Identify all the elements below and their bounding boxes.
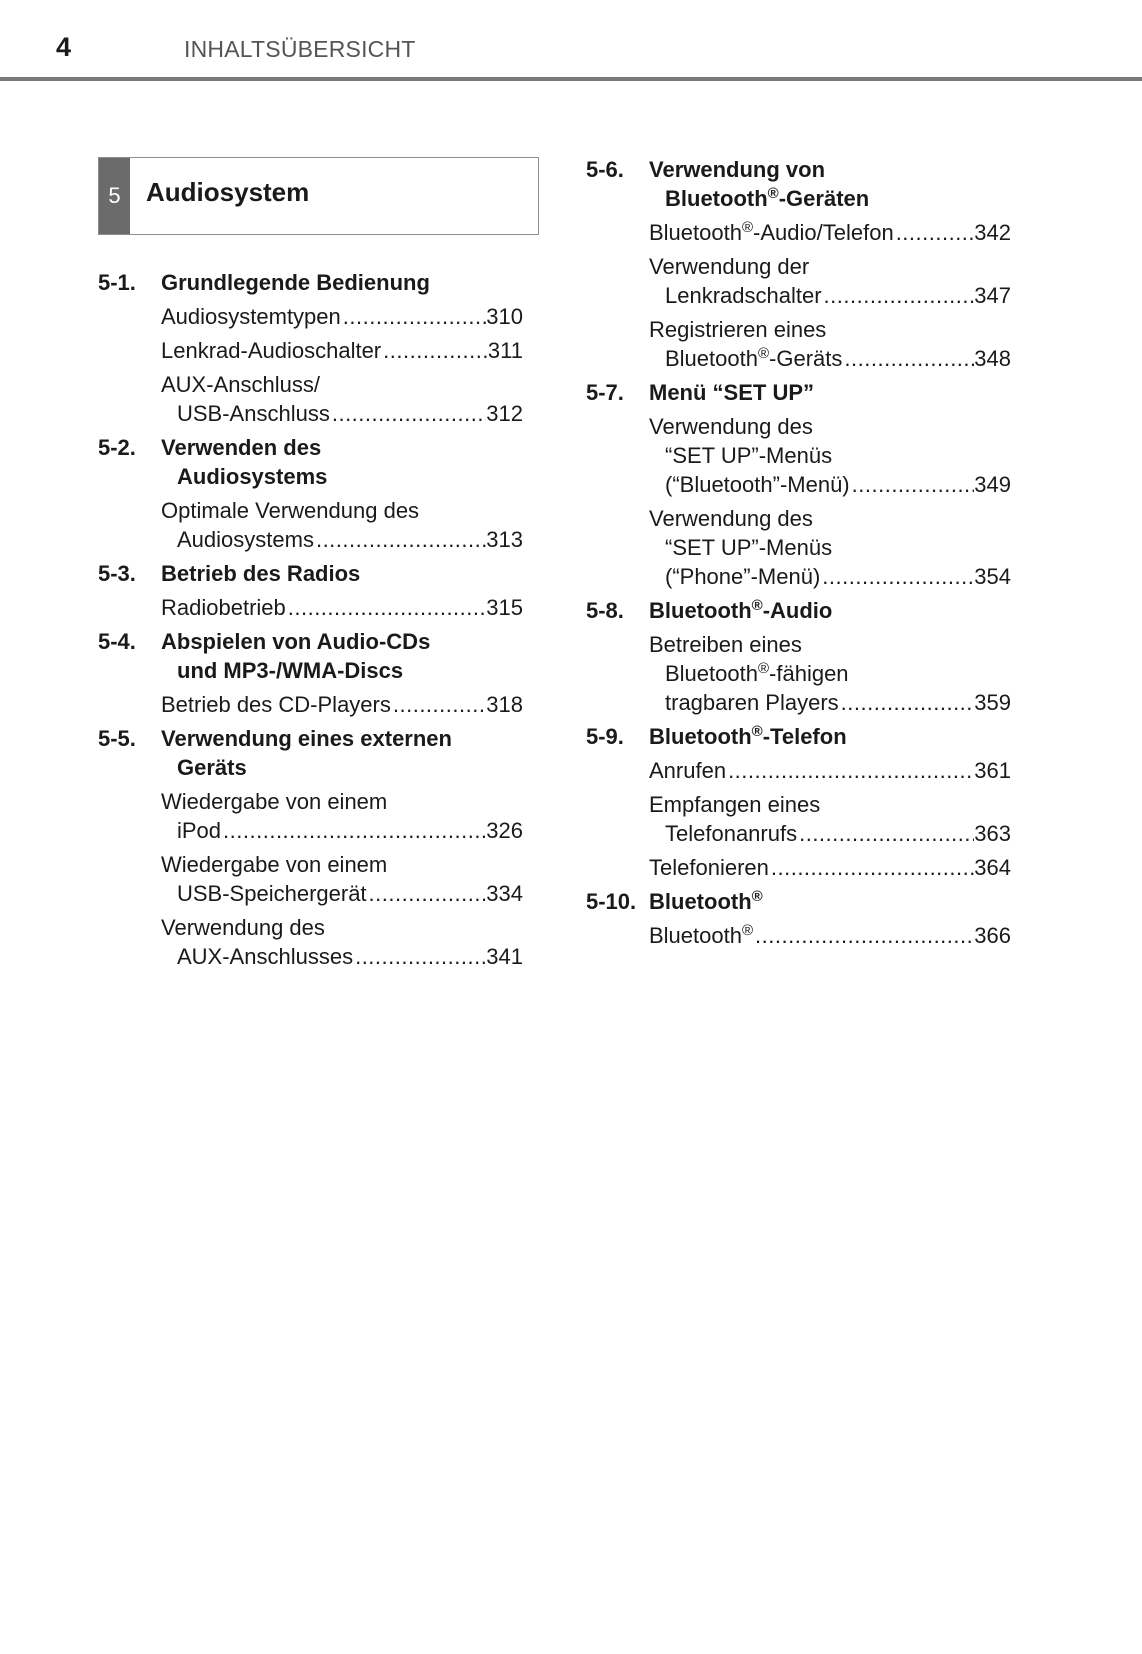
entry-title-part: Bluetooth bbox=[665, 346, 758, 371]
toc-entry[interactable] bbox=[98, 336, 523, 365]
toc-entry[interactable] bbox=[98, 593, 523, 622]
chapter-title: Audiosystem bbox=[146, 177, 310, 207]
entry-title-line: Registrieren eines bbox=[649, 317, 827, 342]
dot-leader bbox=[314, 525, 486, 554]
section-number: 5-6. bbox=[586, 157, 624, 182]
toc-section[interactable] bbox=[586, 596, 1011, 625]
toc-entry[interactable] bbox=[98, 496, 523, 554]
entry-page: 315 bbox=[486, 595, 523, 620]
entry-page: 334 bbox=[486, 881, 523, 906]
entry-title-part: -Audio/Telefon bbox=[753, 220, 894, 245]
toc-entry[interactable] bbox=[586, 756, 1011, 785]
section-title: Menü “SET UP” bbox=[649, 380, 815, 405]
registered-mark: ® bbox=[741, 922, 754, 939]
section-title bbox=[649, 724, 847, 749]
toc-section[interactable] bbox=[586, 722, 1011, 751]
entry-page: 348 bbox=[974, 346, 1011, 371]
page-number: 4 bbox=[56, 32, 72, 62]
toc-section[interactable] bbox=[586, 155, 1011, 213]
entry-title-line: Wiedergabe von einem bbox=[161, 852, 388, 877]
dot-leader bbox=[797, 819, 974, 848]
dot-leader bbox=[839, 688, 975, 717]
entry-title: (“Bluetooth”-Menü) bbox=[665, 472, 850, 497]
section-title-part: Bluetooth bbox=[649, 598, 752, 623]
entry-page: 349 bbox=[974, 472, 1011, 497]
entry-page: 341 bbox=[486, 944, 523, 969]
toc-section[interactable] bbox=[586, 378, 1011, 407]
toc-section[interactable] bbox=[98, 268, 523, 297]
page-header bbox=[0, 0, 1142, 82]
section-number: 5-9. bbox=[586, 724, 624, 749]
section-title-line2 bbox=[649, 184, 1011, 213]
section-title: Verwenden des bbox=[161, 435, 322, 460]
toc-section[interactable] bbox=[98, 724, 523, 782]
registered-mark: ® bbox=[757, 345, 770, 362]
entry-title-line: Optimale Verwendung des bbox=[161, 498, 420, 523]
section-title-part: Bluetooth bbox=[665, 186, 768, 211]
toc-entry[interactable] bbox=[586, 252, 1011, 310]
entry-title-part: Bluetooth bbox=[665, 661, 758, 686]
toc-entry[interactable] bbox=[98, 370, 523, 428]
entry-title-line: Verwendung des bbox=[161, 915, 325, 940]
entry-title: Telefonanrufs bbox=[665, 821, 798, 846]
section-title-part: -Telefon bbox=[762, 724, 847, 749]
entry-page: 310 bbox=[486, 304, 523, 329]
entry-title: AUX-Anschlusses bbox=[177, 944, 354, 969]
registered-mark: ® bbox=[767, 185, 779, 202]
entry-page: 313 bbox=[486, 527, 523, 552]
section-title-line2: Audiosystems bbox=[177, 464, 328, 489]
section-title: Abspielen von Audio-CDs bbox=[161, 629, 431, 654]
toc-entry[interactable] bbox=[586, 630, 1011, 717]
section-number: 5-1. bbox=[98, 270, 136, 295]
entry-title: (“Phone”-Menü) bbox=[665, 564, 821, 589]
section-title: Verwendung von bbox=[649, 157, 826, 182]
entry-page: 354 bbox=[974, 564, 1011, 589]
entry-title: Lenkradschalter bbox=[665, 283, 822, 308]
toc-entry[interactable] bbox=[586, 412, 1011, 499]
toc-section[interactable] bbox=[586, 887, 1011, 916]
chapter-box bbox=[98, 157, 539, 235]
entry-title-line: “SET UP”-Menüs bbox=[665, 535, 833, 560]
section-number: 5-8. bbox=[586, 598, 624, 623]
entry-title: Betrieb des CD-Players bbox=[161, 692, 391, 717]
dot-leader bbox=[381, 336, 488, 365]
entry-title bbox=[649, 218, 894, 247]
toc-section[interactable] bbox=[98, 433, 523, 491]
entry-page: 359 bbox=[974, 690, 1011, 715]
dot-leader bbox=[367, 879, 487, 908]
toc-right-column bbox=[586, 150, 1011, 950]
section-title bbox=[649, 889, 763, 914]
entry-title-part: Bluetooth bbox=[649, 923, 742, 948]
entry-page: 326 bbox=[486, 818, 523, 843]
dot-leader bbox=[822, 281, 975, 310]
dot-leader bbox=[286, 593, 487, 622]
section-number: 5-4. bbox=[98, 629, 136, 654]
entry-title-part: -fähigen bbox=[769, 661, 849, 686]
dot-leader bbox=[842, 344, 974, 373]
section-title-part: Bluetooth bbox=[649, 889, 752, 914]
entry-title: iPod bbox=[177, 818, 222, 843]
entry-title: Audiosystemtypen bbox=[161, 304, 341, 329]
toc-entry[interactable] bbox=[586, 218, 1011, 247]
entry-page: 318 bbox=[486, 692, 523, 717]
entry-title: Lenkrad-Audioschalter bbox=[161, 338, 382, 363]
toc-entry[interactable] bbox=[98, 302, 523, 331]
registered-mark: ® bbox=[751, 723, 763, 740]
dot-leader bbox=[753, 921, 974, 950]
dot-leader bbox=[391, 690, 486, 719]
entry-title: Telefonieren bbox=[649, 855, 769, 880]
entry-title bbox=[665, 344, 842, 373]
toc-entry[interactable] bbox=[98, 787, 523, 845]
entry-title-line: Empfangen eines bbox=[649, 792, 821, 817]
registered-mark: ® bbox=[751, 888, 763, 905]
entry-page: 364 bbox=[974, 855, 1011, 880]
section-title: Betrieb des Radios bbox=[161, 561, 361, 586]
header-rule bbox=[0, 77, 1142, 81]
registered-mark: ® bbox=[757, 660, 770, 677]
dot-leader bbox=[353, 942, 486, 971]
entry-page: 312 bbox=[486, 401, 523, 426]
section-number: 5-7. bbox=[586, 380, 624, 405]
dot-leader bbox=[341, 302, 487, 331]
toc-entry[interactable] bbox=[98, 913, 523, 971]
section-number: 5-10. bbox=[586, 889, 637, 914]
running-title: INHALTSÜBERSICHT bbox=[184, 36, 416, 62]
entry-page: 366 bbox=[974, 923, 1011, 948]
entry-title: Audiosystems bbox=[177, 527, 314, 552]
toc-entry[interactable] bbox=[98, 850, 523, 908]
entry-title-part: -Geräts bbox=[769, 346, 843, 371]
dot-leader bbox=[894, 218, 975, 247]
entry-title-line: AUX-Anschluss/ bbox=[161, 372, 320, 397]
toc-entry[interactable] bbox=[586, 504, 1011, 591]
entry-page: 363 bbox=[974, 821, 1011, 846]
entry-title-part: Bluetooth bbox=[649, 220, 742, 245]
toc-entry[interactable] bbox=[586, 853, 1011, 882]
entry-title: USB-Anschluss bbox=[177, 401, 330, 426]
section-number: 5-5. bbox=[98, 726, 136, 751]
entry-title-line: Verwendung der bbox=[649, 254, 810, 279]
section-title-part: Bluetooth bbox=[649, 724, 752, 749]
section-title-line2: und MP3-/WMA-Discs bbox=[177, 658, 404, 683]
dot-leader bbox=[221, 816, 486, 845]
dot-leader bbox=[820, 562, 974, 591]
registered-mark: ® bbox=[751, 597, 763, 614]
entry-title-line bbox=[649, 659, 1011, 688]
entry-page: 311 bbox=[487, 338, 523, 363]
section-number: 5-2. bbox=[98, 435, 136, 460]
dot-leader bbox=[769, 853, 974, 882]
toc-entry[interactable] bbox=[586, 315, 1011, 373]
toc-entry[interactable] bbox=[586, 921, 1011, 950]
entry-title: tragbaren Players bbox=[665, 690, 839, 715]
toc-entry[interactable] bbox=[98, 690, 523, 719]
section-title-part: -Geräten bbox=[778, 186, 870, 211]
entry-title-line: Betreiben eines bbox=[649, 632, 802, 657]
section-title-part: -Audio bbox=[762, 598, 833, 623]
dot-leader bbox=[330, 399, 486, 428]
entry-page: 361 bbox=[974, 758, 1011, 783]
entry-title: USB-Speichergerät bbox=[177, 881, 367, 906]
entry-title: Anrufen bbox=[649, 758, 727, 783]
entry-title: Radiobetrieb bbox=[161, 595, 286, 620]
entry-title-line: Verwendung des bbox=[649, 506, 813, 531]
section-number: 5-3. bbox=[98, 561, 136, 586]
toc-section[interactable] bbox=[98, 627, 523, 685]
section-title: Grundlegende Bedienung bbox=[161, 270, 430, 295]
dot-leader bbox=[726, 756, 974, 785]
section-title bbox=[649, 598, 832, 623]
toc-section[interactable] bbox=[98, 559, 523, 588]
section-title-line2: Geräts bbox=[177, 755, 247, 780]
toc-left-column bbox=[98, 263, 523, 971]
registered-mark: ® bbox=[741, 219, 754, 236]
entry-title-line: Verwendung des bbox=[649, 414, 813, 439]
entry-page: 342 bbox=[974, 220, 1011, 245]
section-title: Verwendung eines externen bbox=[161, 726, 452, 751]
toc-entry[interactable] bbox=[586, 790, 1011, 848]
dot-leader bbox=[850, 470, 975, 499]
entry-page: 347 bbox=[974, 283, 1011, 308]
entry-title-line: Wiedergabe von einem bbox=[161, 789, 388, 814]
chapter-number-tab: 5 bbox=[99, 158, 130, 234]
entry-title bbox=[649, 921, 753, 950]
entry-title-line: “SET UP”-Menüs bbox=[665, 443, 833, 468]
